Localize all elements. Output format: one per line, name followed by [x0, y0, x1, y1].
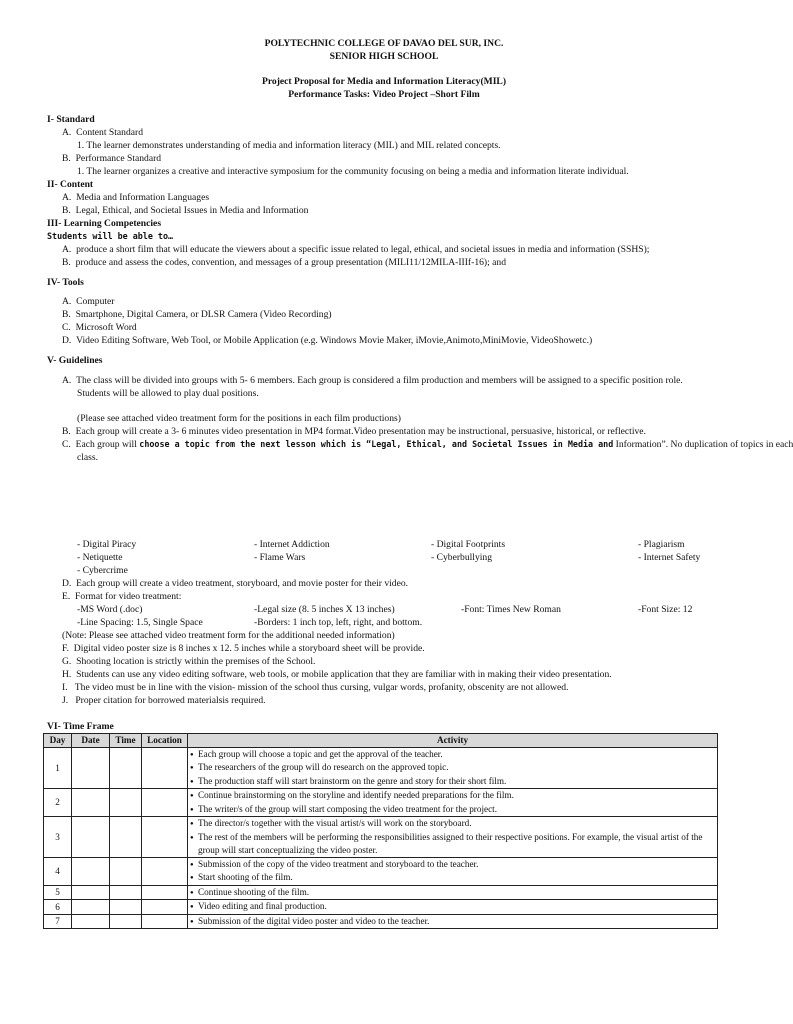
location-cell: [142, 914, 188, 929]
timeframe-heading: VI- Time Frame: [47, 721, 114, 732]
time-cell: [110, 900, 142, 915]
location-cell: [142, 857, 188, 885]
time-cell: [110, 857, 142, 885]
table-row: [44, 914, 718, 929]
col-date: Date: [72, 734, 110, 748]
topic-internet-safety: - Internet Safety: [638, 552, 701, 563]
activity-cell: [188, 747, 718, 789]
location-cell: [142, 817, 188, 858]
activity-cell: [188, 885, 718, 900]
table-row: [44, 817, 718, 858]
table-row: [44, 747, 718, 789]
day-cell: 3: [44, 817, 72, 858]
date-cell: [72, 747, 110, 789]
activity-item: ● Submission of the copy of the video treatment and storyboard to the teacher.: [188, 858, 717, 872]
content-standard-item: 1. The learner demonstrates understanding of media and information literacy (MIL) and MIL related concepts.: [77, 140, 501, 151]
competencies-heading: III- Learning Competencies: [47, 218, 162, 229]
format-legal-size: -Legal size (8. 5 inches X 13 inches): [254, 604, 395, 615]
tool-c: C. Microsoft Word: [62, 322, 137, 333]
date-cell: [72, 914, 110, 929]
content-heading: II- Content: [47, 179, 94, 190]
date-cell: [72, 885, 110, 900]
content-item-b: B. Legal, Ethical, and Societal Issues in Media and Information: [62, 205, 309, 216]
performance-standard: B. Performance Standard: [62, 153, 162, 164]
date-cell: [72, 900, 110, 915]
day-cell: 2: [44, 789, 72, 817]
tool-b: B. Smartphone, Digital Camera, or DLSR Camera (Video Recording): [62, 309, 332, 320]
location-cell: [142, 747, 188, 789]
standard-heading: I- Standard: [47, 114, 95, 125]
topic-digital-piracy: - Digital Piracy: [77, 539, 137, 550]
topic-internet-addiction: - Internet Addiction: [254, 539, 330, 550]
tool-a: A. Computer: [62, 296, 115, 307]
activity-item: ● Submission of the digital video poster and video to the teacher.: [188, 915, 717, 929]
day-cell: 6: [44, 900, 72, 915]
school-name: POLYTECHNIC COLLEGE OF DAVAO DEL SUR, INC.: [264, 38, 504, 49]
topic-digital-footprints: - Digital Footprints: [431, 539, 506, 550]
col-location: Location: [142, 734, 188, 748]
format-note: (Note: Please see attached video treatment form for the additional needed information): [62, 630, 395, 641]
activity-cell: [188, 817, 718, 858]
activity-cell: [188, 914, 718, 929]
location-cell: [142, 885, 188, 900]
guideline-h: H. Students can use any video editing software, web tools, or mobile application that they are familiar with in making their video presentation.: [62, 669, 612, 680]
activity-item: ● Continue shooting of the film.: [188, 886, 717, 900]
day-cell: 4: [44, 857, 72, 885]
topic-netiquette: - Netiquette: [77, 552, 123, 563]
activity-cell: [188, 857, 718, 885]
time-cell: [110, 789, 142, 817]
content-item-a: A. Media and Information Languages: [62, 192, 210, 203]
guideline-e: E. Format for video treatment:: [62, 591, 182, 602]
table-row: [44, 900, 718, 915]
activity-cell: [188, 789, 718, 817]
activity-item: ● The director/s together with the visual artist/s will work on the storyboard.: [188, 817, 717, 831]
topic-cybercrime: - Cybercrime: [77, 565, 128, 576]
activity-item: ● Start shooting of the film.: [188, 871, 717, 885]
timeframe-header-row: [44, 734, 718, 748]
date-cell: [72, 817, 110, 858]
day-cell: 7: [44, 914, 72, 929]
competencies-intro: Students will be able to…: [47, 231, 174, 241]
competency-a: A. produce a short film that will educate the viewers about a specific issue related to legal, ethical, and societal issues in media and information (SSHS);: [62, 244, 650, 255]
guidelines-heading: V- Guidelines: [47, 355, 103, 366]
document-title: Project Proposal for Media and Information Literacy(MIL): [261, 76, 507, 87]
table-row: [44, 857, 718, 885]
guideline-g: G. Shooting location is strictly within the premises of the School.: [62, 656, 316, 667]
department-name: SENIOR HIGH SCHOOL: [329, 51, 439, 62]
time-cell: [110, 747, 142, 789]
date-cell: [72, 857, 110, 885]
guideline-c-continued: class.: [77, 452, 99, 463]
day-cell: 1: [44, 747, 72, 789]
guideline-d: D. Each group will create a video treatment, storyboard, and movie poster for their video.: [62, 578, 409, 589]
time-cell: [110, 817, 142, 858]
activity-cell: [188, 900, 718, 915]
guideline-b: B. Each group will create a 3- 6 minutes video presentation in MP4 format.Video presentation may be instructional, persuasive, historical, or reflective.: [62, 426, 646, 437]
guideline-c: C. Each group will choose a topic from the next lesson which is “Legal, Ethical, and Societal Issues in Media and Information”. No duplication of topics in each: [62, 439, 793, 450]
guideline-f: F. Digital video poster size is 8 inches x 12. 5 inches while a storyboard sheet will be provide.: [62, 643, 425, 654]
document-subtitle: Performance Tasks: Video Project –Short Film: [288, 89, 480, 100]
table-row: [44, 885, 718, 900]
activity-item: ● The writer/s of the group will start composing the video treatment for the project.: [188, 803, 717, 817]
activity-item: ● The production staff will start brainstorm on the genre and story for their short film.: [188, 775, 717, 789]
day-cell: 5: [44, 885, 72, 900]
activity-item: ● Continue brainstorming on the storyline and identify needed preparations for the film.: [188, 789, 717, 803]
format-line-spacing: -Line Spacing: 1.5, Single Space: [77, 617, 203, 628]
date-cell: [72, 789, 110, 817]
topic-cyberbullying: - Cyberbullying: [431, 552, 493, 563]
guideline-i: I. The video must be in line with the vision- mission of the school thus cursing, vulgar words, profanity, obscenity are not allowed.: [62, 682, 569, 693]
col-day: Day: [44, 734, 72, 748]
format-word: -MS Word (.doc): [77, 604, 143, 615]
activity-item: ● Each group will choose a topic and get the approval of the teacher.: [188, 748, 717, 762]
format-font: -Font: Times New Roman: [461, 604, 561, 615]
format-borders: -Borders: 1 inch top, left, right, and bottom.: [254, 617, 423, 628]
guideline-j: J. Proper citation for borrowed materialsis required.: [62, 695, 266, 706]
guideline-a-continued: Students will be allowed to play dual positions.: [77, 388, 259, 399]
activity-item: ● The rest of the members will be performing the responsibilities assigned to their respective positions. For example, the visual artist of the group will start conceptualizing the video poster.: [188, 831, 717, 857]
activity-item: ● Video editing and final production.: [188, 900, 717, 914]
guideline-a: A. The class will be divided into groups with 5- 6 members. Each group is considered a film production and members will be assigned to a specific position role.: [62, 375, 683, 386]
time-cell: [110, 914, 142, 929]
topic-flame-wars: - Flame Wars: [254, 552, 306, 563]
tools-heading: IV- Tools: [47, 277, 84, 288]
location-cell: [142, 789, 188, 817]
timeframe-table: [43, 733, 718, 929]
performance-standard-item: 1. The learner organizes a creative and interactive symposium for the community focusing on being a media and information literate individual.: [77, 166, 629, 177]
content-standard: A. Content Standard: [62, 127, 144, 138]
topic-plagiarism: - Plagiarism: [638, 539, 685, 550]
time-cell: [110, 885, 142, 900]
activity-item: ● The researchers of the group will do research on the approved topic.: [188, 761, 717, 775]
competency-b: B. produce and assess the codes, convention, and messages of a group presentation (MILI11/12MILA-IIIf-16); and: [62, 257, 507, 268]
format-font-size: -Font Size: 12: [638, 604, 693, 615]
guideline-a-note: (Please see attached video treatment form for the positions in each film productions): [77, 413, 401, 424]
location-cell: [142, 900, 188, 915]
col-time: Time: [110, 734, 142, 748]
col-activity: Activity: [188, 734, 718, 748]
tool-d: D. Video Editing Software, Web Tool, or Mobile Application (e.g. Windows Movie Maker, iMovie,Animoto,MiniMovie, VideoShowetc.): [62, 335, 593, 346]
table-row: [44, 789, 718, 817]
